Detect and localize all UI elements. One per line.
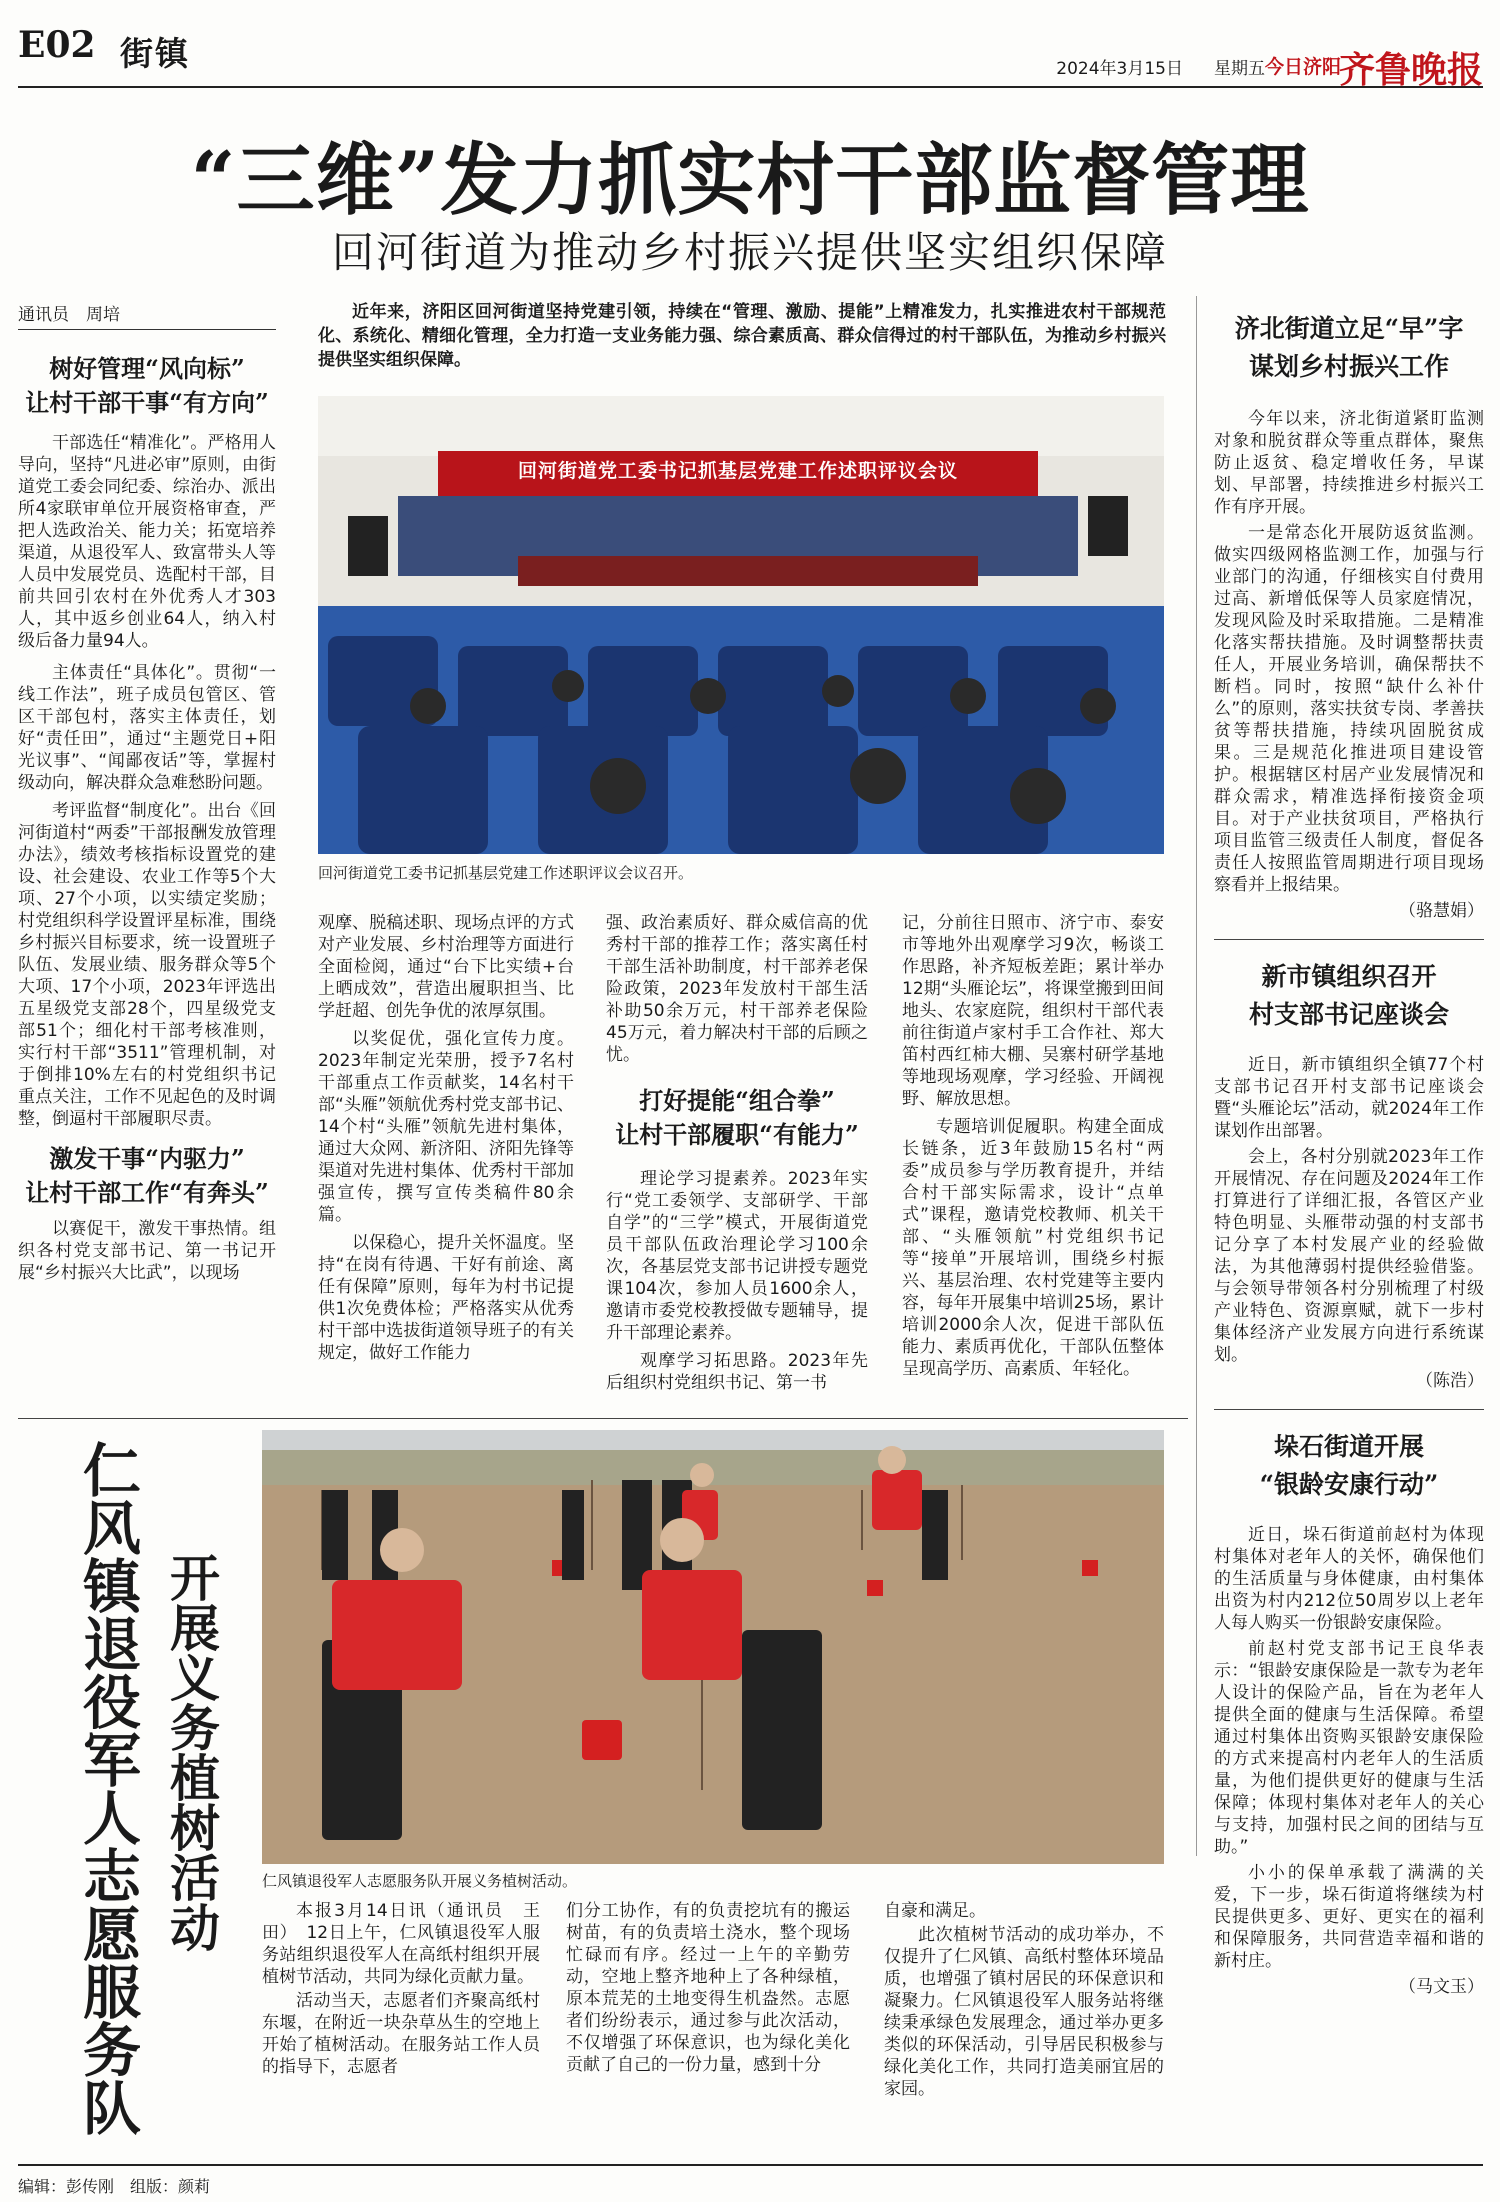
lead-text: 近年来，济阳区回河街道坚持党建引领，持续在“管理、激励、提能”上精准发力，扎实推进农村干部规范化、系统化、精细化管理，全力打造一支业务能力强、综合素质高、群众信得过的村干部队伍，为推动乡村振兴提供坚实组织保障。 (318, 302, 1166, 370)
paragraph: 此次植树节活动的成功举办，不仅提升了仁风镇、高纸村整体环境品质，也增强了镇村居民的环保意识和凝聚力。仁风镇退役军人服务站将继续秉承绿色发展理念，通过举办更多类似的环保活动，引导居民积极参与绿化美化工作，共同打造美丽宜居的家园。 (884, 1925, 1164, 2099)
bottom-column-3 (884, 1900, 1164, 2100)
sidebar-headline-1: 济北街道立足“早”字 谋划乡村振兴工作 (1234, 314, 1464, 381)
paragraph: 观摩学习拓思路。2023年先后组织村党组织书记、第一书 (606, 1351, 868, 1393)
paragraph: 理论学习提素养。2023年实行“党工委领学、支部研学、干部自学”的“三学”模式，开展街道党员干部队伍政治理论学习100余次，各基层党支部书记讲授专题党课104次，参加人员1600余人，邀请市委党校教授做专题辅导，提升干部理论素养。 (606, 1169, 868, 1343)
article-column-2 (318, 912, 574, 1364)
paragraph: 近日，新市镇组织全镇77个村支部书记召开村支部书记座谈会暨“头雁论坛”活动，就2024年工作谋划作出部署。 (1214, 1055, 1484, 1141)
edition-name: 今日济阳 (1264, 56, 1341, 78)
sidebar (1214, 310, 1484, 1997)
author-signature: （骆慧娟） (1399, 901, 1484, 921)
vertical-headline: 仁风镇退役军人志愿服务队 (73, 1440, 141, 2136)
paragraph: 自豪和满足。 (884, 1901, 986, 1921)
paragraph: 活动当天，志愿者们齐聚高纸村东堰，在附近一块杂草丛生的空地上开始了植树活动。在服务站工作人员的指导下，志愿者 (262, 1991, 540, 2077)
subheading-1: 树好管理“风向标” 让村干部干事“有方向” (25, 354, 269, 417)
photo-caption: 回河街道党工委书记抓基层党建工作述职评议会议召开。 (318, 864, 694, 882)
bottom-column-1 (262, 1900, 540, 2078)
meeting-photo (318, 396, 1164, 854)
issue-date: 2024年3月15日 (1056, 59, 1183, 79)
paragraph: 今年以来，济北街道紧盯监测对象和脱贫群众等重点群体，聚焦防止返贫、稳定增收任务，早谋划、早部署，持续推进乡村振兴工作有序开展。 (1214, 409, 1484, 517)
subheading-2: 激发干事“内驱力” 让村干部工作“有奔头” (25, 1144, 269, 1207)
paragraph: 近日，垛石街道前赵村为体现村集体对老年人的关怀，确保他们的生活质量与身体健康，由村集体出资为村内212位50周岁以上老年人每人购买一份银龄安康保险。 (1214, 1525, 1484, 1633)
paragraph: 干部选任“精准化”。严格用人导向，坚持“凡进必审”原则，由街道党工委会同纪委、综治办、派出所4家联审单位开展资格审查，严把人选政治关、能力关；拓宽培养渠道，从退役军人、致富带头人等人员中发展党员、选配村干部，目前共回引农村在外优秀人才303人，其中返乡创业64人，纳入村级后备力量94人。 (18, 433, 276, 651)
editor-credit: 编辑：彭传刚 组版：颜莉 (18, 2177, 211, 2196)
body-text (18, 432, 276, 1130)
page-number: E02 (18, 24, 96, 66)
paragraph: 考评监督“制度化”。出台《回河街道村“两委”干部报酬发放管理办法》，绩效考核指标设置党的建设、社会建设、农业工作等5个大项、27个小项，以实绩定奖励；村党组织科学设置评星标准，围绕乡村振兴目标要求，统一设置班子队伍、发展业绩、服务群众等5个大项、17个小项，2023年评选出五星级党支部28个，四星级党支部51个；细化村干部考核准则，实行村干部“3511”管理机制，对于倒排10%左右的村党组织书记重点关注，工作不见起色的及时调整，倒逼村干部履职尽责。 (18, 801, 276, 1129)
paragraph: 本报3月14日讯（通讯员 王田） 12日上午，仁风镇退役军人服务站组织退役军人在高纸村组织开展植树节活动，共同为绿化贡献力量。 (262, 1901, 540, 1987)
main-subheadline: 回河街道为推动乡村振兴提供坚实组织保障 (331, 228, 1168, 277)
paragraph: 专题培训促履职。构建全面成长链条，近3年鼓励15名村“两委”成员参与学历教育提升，并结合村干部实际需求，设计“点单式”课程，邀请党校教师、机关干部、“头雁领航”村党组织书记等“接单”开展培训，围绕乡村振兴、基层治理、农村党建等主要内容，每年开展集中培训25场，累计培训2000余人次，促进干部队伍能力、素质再优化，干部队伍整体呈现高学历、高素质、年轻化。 (902, 1117, 1164, 1379)
paragraph: 以赛促干，激发干事热情。组织各村党支部书记、第一书记开展“乡村振兴大比武”，以现场 (18, 1219, 276, 1283)
author-signature: （马文玉） (1399, 1977, 1484, 1997)
meeting-banner: 回河街道党工委书记抓基层党建工作述职评议会议 (517, 460, 958, 482)
subheading-3: 打好提能“组合拳” 让村干部履职“有能力” (615, 1086, 859, 1149)
paragraph: 记，分前往日照市、济宁市、泰安市等地外出观摩学习9次，畅谈工作思路，补齐短板差距；累计举办12期“头雁论坛”，将课堂搬到田间地头、农家庭院，组织村干部代表前往街道卢家村手工合作社、郑大笛村西红柿大棚、吴寨村研学基地等地现场观摩，学习经验、开阔视野、解放思想。 (902, 913, 1164, 1109)
paragraph: 以保稳心，提升关怀温度。坚持“在岗有待遇、干好有前途、离任有保障”原则，每年为村书记提供1次免费体检；严格落实从优秀村干部中选拔街道领导班子的有关规定，做好工作能力 (318, 1233, 574, 1363)
main-headline: “三维”发力抓实村干部监督管理 (190, 135, 1310, 226)
bottom-column-2 (566, 1900, 850, 2076)
tree-planting-photo-image (262, 1430, 1164, 1864)
newspaper-logo: 齐鲁晚报 (1338, 49, 1483, 91)
divider (1214, 1409, 1484, 1410)
sidebar-headline-3: 垛石街道开展 “银龄安康行动” (1259, 1432, 1439, 1499)
section-name: 街镇 (120, 34, 190, 73)
article-column-1 (18, 300, 276, 1284)
paragraph: 会上，各村分别就2023年工作开展情况、存在问题及2024年工作打算进行了详细汇报，各管区产业特色明显、头雁带动强的村支部书记分享了本村发展产业的经验做法，为其他薄弱村提供经验借鉴。与会领导带领各村分别梳理了村级产业特色、资源禀赋，就下一步村集体经济产业发展方向进行系统谋划。 (1214, 1147, 1484, 1365)
paragraph: 主体责任“具体化”。贯彻“一线工作法”，班子成员包管区、管区干部包村，落实主体责任，划好“责任田”，通过“主题党日+阳光议事”、“闻鄙夜话”等，掌握村级动向，解决群众急难愁盼问题。 (18, 663, 276, 793)
column-divider (1196, 296, 1197, 1856)
paragraph: 小小的保单承载了满满的关爱，下一步，垛石街道将继续为村民提供更多、更好、更实在的福利和保障服务，共同营造幸福和谐的新村庄。 (1214, 1863, 1484, 1971)
paragraph: 前赵村党支部书记王良华表示：“银龄安康保险是一款专为老年人设计的保险产品，旨在为老年人提供全面的健康与生活保障。希望通过村集体出资购买银龄安康保险的方式来提高村内老年人的生活质量，为他们提供更好的健康与生活保障；体现村集体对老年人的关心与支持，加强村民之间的团结与互助。” (1214, 1639, 1484, 1857)
divider (1214, 939, 1484, 940)
paragraph: 一是常态化开展防返贫监测。做实四级网格监测工作，加强与行业部门的沟通，仔细核实自付费用过高、新增低保等人员家庭情况，发现风险及时采取措施。二是精准化落实帮扶措施。及时调整帮扶责任人，开展业务培训，确保帮扶不断档。同时，按照“缺什么补什么”的原则，落实扶贫专岗、孝善扶贫等帮扶措施，持续巩固脱贫成果。三是规范化推进项目建设管护。根据辖区村居产业发展情况和群众需求，精准选择衔接资金项目。对于产业扶贫项目，严格执行项目监管三级责任人制度，督促各责任人按照监管周期进行项目现场察看并上报结果。 (1214, 523, 1484, 895)
weekday: 星期五 (1214, 59, 1265, 79)
paragraph: 们分工协作，有的负责挖坑有的搬运树苗，有的负责培土浇水，整个现场忙碌而有序。经过一上午的辛勤劳动，空地上整齐地种上了各种绿植，原本荒芜的土地变得生机盎然。志愿者们纷纷表示，通过参与此次活动，不仅增强了环保意识，也为绿化美化贡献了自己的一份力量，感到十分 (566, 1901, 850, 2075)
vertical-subheadline: 开展义务植树活动 (162, 1552, 221, 1952)
paragraph: 强、政治素质好、群众威信高的优秀村干部的推荐工作；落实离任村干部生活补助制度，村干部养老保险政策，2023年发放村干部生活补助50余万元，村干部养老保险45万元，着力解决村干部的后顾之忧。 (606, 913, 868, 1065)
sidebar-headline-2: 新市镇组织召开 村支部书记座谈会 (1248, 962, 1449, 1029)
paragraph: 以奖促优，强化宣传力度。2023年制定光荣册，授予7名村干部重点工作贡献奖，14名村干部“头雁”领航优秀村党支部书记、14个村“头雁”领航先进村集体，通过大众网、新济阳、济阳先锋等渠道对先进村集体、优秀村干部加强宣传，撰写宣传类稿件80余篇。 (318, 1029, 574, 1225)
divider (18, 1418, 1188, 1419)
article-column-3 (606, 912, 868, 1394)
byline: 通讯员 周培 (18, 300, 276, 330)
author-signature: （陈浩） (1416, 1371, 1484, 1391)
masthead (18, 10, 1483, 91)
article-column-4 (902, 912, 1164, 1380)
tree-planting-photo (262, 1430, 1164, 1864)
photo-caption: 仁风镇退役军人志愿服务队开展义务植树活动。 (262, 1872, 578, 1890)
paragraph: 观摩、脱稿述职、现场点评的方式对产业发展、乡村治理等方面进行全面检阅，通过“台下比实绩+台上晒成效”，营造出履职担当、比学赶超、创先争优的浓厚氛围。 (318, 913, 574, 1021)
footer (18, 2164, 1483, 2197)
lead-paragraph (318, 300, 1166, 372)
